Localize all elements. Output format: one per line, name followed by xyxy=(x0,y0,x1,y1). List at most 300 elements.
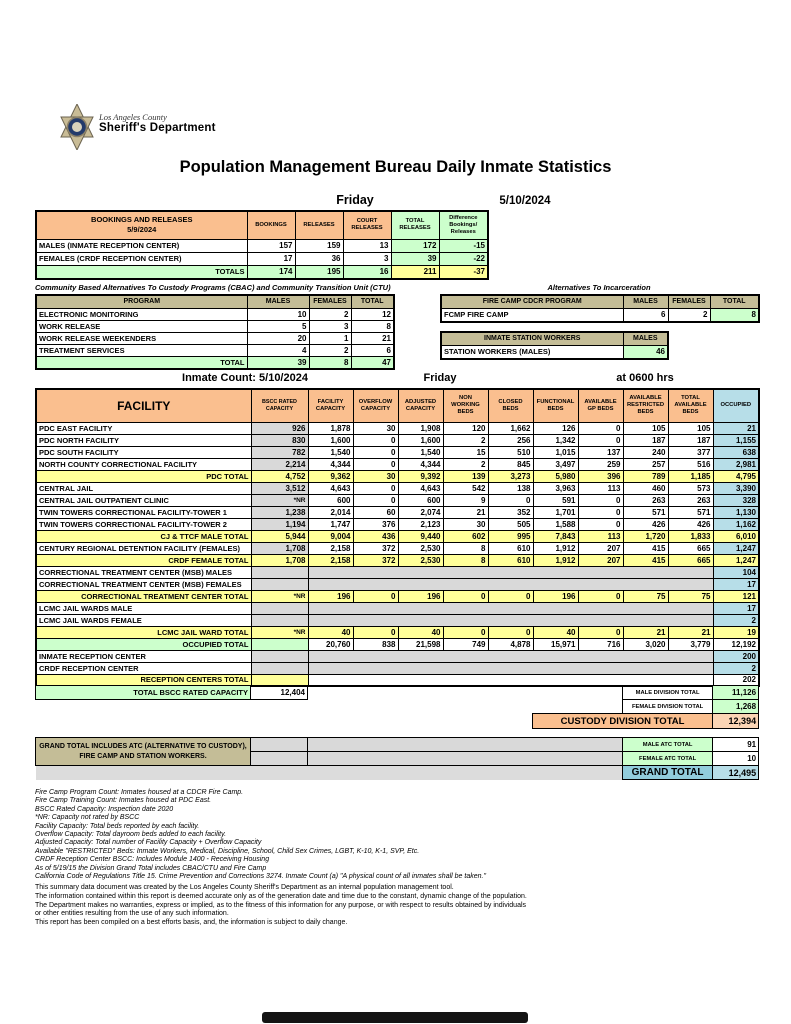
cbac-row xyxy=(36,332,394,344)
subtotal-value: 121 xyxy=(713,590,759,602)
subtotal-value: 396 xyxy=(578,470,623,482)
cbac-header-row xyxy=(36,295,394,308)
value-cell: 1 xyxy=(309,332,351,344)
subtotal-value: 0 xyxy=(443,590,488,602)
grand-total-value: 12,495 xyxy=(713,766,759,780)
total-value: 15,971 xyxy=(533,638,578,650)
stat-value: 105 xyxy=(623,422,668,434)
bscc-value: 830 xyxy=(251,434,308,446)
footnote-line: Facility Capacity: Total beds reported by each facility. xyxy=(35,822,200,830)
stat-value: 257 xyxy=(623,458,668,470)
bookings-header-title: BOOKINGS AND RELEASES xyxy=(91,214,193,224)
stat-value: 256 xyxy=(488,434,533,446)
fire-camp-males: 6 xyxy=(623,308,668,322)
stat-value: 2,123 xyxy=(398,518,443,530)
subtotal-value: 4,795 xyxy=(713,470,759,482)
footnote-line: Adjusted Capacity: Total number of Facility Capacity + Overflow Capacity xyxy=(35,839,262,847)
male-division-label: MALE DIVISION TOTAL xyxy=(623,686,713,700)
cbac-total-row xyxy=(36,356,394,369)
fire-camp-females: 2 xyxy=(668,308,710,322)
facility-name: TWIN TOWERS CORRECTIONAL FACILITY-TOWER 1 xyxy=(36,506,251,518)
totals-value: 211 xyxy=(391,265,439,279)
col-closed-beds: CLOSED BEDS xyxy=(488,389,533,422)
facility-table xyxy=(35,388,760,687)
logo-county-text: Los Angeles County xyxy=(99,112,167,122)
bscc-empty xyxy=(251,602,308,614)
stat-value: 2,158 xyxy=(308,542,353,554)
stat-value: 0 xyxy=(578,434,623,446)
merged-empty xyxy=(308,566,713,578)
col-males: MALES xyxy=(623,295,668,308)
stat-value: 600 xyxy=(398,494,443,506)
fire-camp-total: 8 xyxy=(710,308,759,322)
total-label: TOTAL xyxy=(36,356,247,369)
col-available-gp-beds: AVAILABLE GP BEDS xyxy=(578,389,623,422)
stat-value: 1,540 xyxy=(398,446,443,458)
female-division-label: FEMALE DIVISION TOTAL xyxy=(623,700,713,714)
program-label: ELECTRONIC MONITORING xyxy=(36,308,247,320)
stat-value: 2,530 xyxy=(398,542,443,554)
stat-value: 8 xyxy=(443,542,488,554)
occupied-value: 200 xyxy=(713,650,759,662)
facility-row xyxy=(36,638,759,650)
subtotal-value: 196 xyxy=(533,590,578,602)
male-atc-label: MALE ATC TOTAL xyxy=(623,738,713,752)
subtotal-value: 21 xyxy=(623,626,668,638)
value-cell: 4 xyxy=(247,344,309,356)
facility-name: PDC NORTH FACILITY xyxy=(36,434,251,446)
fire-camp-row xyxy=(441,308,759,322)
subtotal-value: 0 xyxy=(353,626,398,638)
summary-table xyxy=(35,685,759,729)
alternatives-title: Alternatives To Incarceration xyxy=(547,283,651,292)
value-cell: 20 xyxy=(247,332,309,344)
occupied-value: 17 xyxy=(713,602,759,614)
col-total: TOTAL xyxy=(351,295,394,308)
row-label: FEMALES (CRDF RECEPTION CENTER) xyxy=(36,252,247,265)
stat-value: 1,540 xyxy=(308,446,353,458)
logo-department-text: Sheriff's Department xyxy=(99,122,216,134)
bookings-table xyxy=(35,210,489,280)
value-cell: 3 xyxy=(343,252,391,265)
footnote-line: BSCC Rated Capacity: Inspection date 2020 xyxy=(35,805,174,813)
facility-row xyxy=(36,554,759,566)
gray-spacer xyxy=(251,752,308,766)
facility-row xyxy=(36,542,759,554)
stat-value: 1,600 xyxy=(308,434,353,446)
fire-camp-label: FCMP FIRE CAMP xyxy=(441,308,623,322)
occupied-value: 328 xyxy=(713,494,759,506)
subtotal-value: 113 xyxy=(578,530,623,542)
grand-total-table xyxy=(35,737,759,780)
subtotal-value: 995 xyxy=(488,530,533,542)
stat-value: 372 xyxy=(353,542,398,554)
facility-row xyxy=(36,590,759,602)
inmate-count-time: at 0600 hrs xyxy=(616,372,674,384)
value-cell: 17 xyxy=(247,252,295,265)
stat-value: 376 xyxy=(353,518,398,530)
stat-value: 4,643 xyxy=(308,482,353,494)
stat-value: 0 xyxy=(353,446,398,458)
total-value: 716 xyxy=(578,638,623,650)
facility-row xyxy=(36,434,759,446)
col-court-releases: COURT RELEASES xyxy=(343,211,391,239)
total-value: 12,192 xyxy=(713,638,759,650)
subtotal-value: 9,004 xyxy=(308,530,353,542)
gray-spacer xyxy=(251,738,308,752)
stat-value: 187 xyxy=(623,434,668,446)
spacer xyxy=(36,700,623,714)
col-males: MALES xyxy=(247,295,309,308)
bscc-value xyxy=(251,638,308,650)
stat-value: 0 xyxy=(578,518,623,530)
total-value: 838 xyxy=(353,638,398,650)
footnotes xyxy=(35,789,486,881)
bscc-value: 1,238 xyxy=(251,506,308,518)
subtotal-value: 2,158 xyxy=(308,554,353,566)
stat-value: 0 xyxy=(353,494,398,506)
footnote-line: Overflow Capacity: Total dayroom beds added to each facility. xyxy=(35,831,227,839)
stat-value: 0 xyxy=(353,434,398,446)
occupied-value: 21 xyxy=(713,422,759,434)
bookings-header xyxy=(36,211,247,239)
spacer xyxy=(308,686,623,700)
report-day: Friday xyxy=(336,193,374,207)
bscc-value: 926 xyxy=(251,422,308,434)
value-cell: 12 xyxy=(351,308,394,320)
stat-value: 240 xyxy=(623,446,668,458)
stat-value: 138 xyxy=(488,482,533,494)
grand-total-label: GRAND TOTAL xyxy=(623,766,713,780)
facility-row xyxy=(36,422,759,434)
stat-value: 1,600 xyxy=(398,434,443,446)
col-total-releases: TOTAL RELEASES xyxy=(391,211,439,239)
stat-value: 187 xyxy=(668,434,713,446)
cbac-title: Community Based Alternatives To Custody Programs (CBAC) and Community Transition Unit (CTU) xyxy=(35,283,391,292)
facility-row xyxy=(36,602,759,614)
facility-name: LCMC JAIL WARDS FEMALE xyxy=(36,614,251,626)
stat-value: 542 xyxy=(443,482,488,494)
program-label: WORK RELEASE WEEKENDERS xyxy=(36,332,247,344)
merged-empty xyxy=(308,650,713,662)
facility-row xyxy=(36,494,759,506)
inmate-count-label: Inmate Count: 5/10/2024 xyxy=(182,372,308,384)
col-total-available-beds: TOTAL AVAILABLE BEDS xyxy=(668,389,713,422)
value-cell: 2 xyxy=(309,308,351,320)
subtotal-value: 602 xyxy=(443,530,488,542)
col-non-working-beds: NON WORKING BEDS xyxy=(443,389,488,422)
cbac-row xyxy=(36,320,394,332)
stat-value: 0 xyxy=(488,494,533,506)
stat-value: 15 xyxy=(443,446,488,458)
subtotal-value: 5,944 xyxy=(251,530,308,542)
facility-name: CENTURY REGIONAL DETENTION FACILITY (FEMALES) xyxy=(36,542,251,554)
stat-value: 352 xyxy=(488,506,533,518)
stat-value: 137 xyxy=(578,446,623,458)
stat-value: 120 xyxy=(443,422,488,434)
col-facility-capacity: FACILITY CAPACITY xyxy=(308,389,353,422)
page-title: Population Management Bureau Daily Inmate Statistics xyxy=(179,158,612,176)
custody-division-row xyxy=(36,714,759,729)
grand-total-note: GRAND TOTAL INCLUDES ATC (ALTERNATIVE TO CUSTODY), FIRE CAMP AND STATION WORKERS. xyxy=(36,738,251,766)
facility-name: CRDF RECEPTION CENTER xyxy=(36,662,251,674)
totals-value: 174 xyxy=(247,265,295,279)
stat-value: 573 xyxy=(668,482,713,494)
stat-value: 377 xyxy=(668,446,713,458)
subtotal-value: 1,708 xyxy=(251,554,308,566)
stat-value: 510 xyxy=(488,446,533,458)
col-males: MALES xyxy=(623,332,668,345)
occupied-value: 1,162 xyxy=(713,518,759,530)
station-workers-row xyxy=(441,345,668,359)
total-value: 3,779 xyxy=(668,638,713,650)
bookings-row xyxy=(36,239,488,252)
stat-value: 1,342 xyxy=(533,434,578,446)
subtotal-value: 40 xyxy=(398,626,443,638)
facility-name: TWIN TOWERS CORRECTIONAL FACILITY-TOWER 2 xyxy=(36,518,251,530)
female-atc-value: 10 xyxy=(713,752,759,766)
totals-value: -37 xyxy=(439,265,488,279)
facility-name: CENTRAL JAIL xyxy=(36,482,251,494)
female-atc-label: FEMALE ATC TOTAL xyxy=(623,752,713,766)
stat-value: 259 xyxy=(578,458,623,470)
subtotal-value: *NR xyxy=(251,590,308,602)
spacer xyxy=(36,714,533,729)
value-cell: -22 xyxy=(439,252,488,265)
bscc-empty xyxy=(251,650,308,662)
total-value: 4,878 xyxy=(488,638,533,650)
stat-value: 2,074 xyxy=(398,506,443,518)
stat-value: 2 xyxy=(443,458,488,470)
facility-row xyxy=(36,482,759,494)
stat-value: 426 xyxy=(623,518,668,530)
report-date: 5/10/2024 xyxy=(499,195,551,207)
bscc-empty xyxy=(251,566,308,578)
occupied-value: 17 xyxy=(713,578,759,590)
occupied-value: 1,155 xyxy=(713,434,759,446)
male-atc-row xyxy=(36,738,759,752)
totals-label: TOTALS xyxy=(36,265,247,279)
stat-value: 571 xyxy=(668,506,713,518)
facility-name: INMATE RECEPTION CENTER xyxy=(36,650,251,662)
total-value: 749 xyxy=(443,638,488,650)
row-label: MALES (INMATE RECEPTION CENTER) xyxy=(36,239,247,252)
subtotal-value: 75 xyxy=(623,590,668,602)
total-value: 47 xyxy=(351,356,394,369)
occupied-value: 1,130 xyxy=(713,506,759,518)
occupied-value: 2,981 xyxy=(713,458,759,470)
col-females: FEMALES xyxy=(668,295,710,308)
station-workers-table xyxy=(440,331,669,360)
facility-header-row xyxy=(36,389,759,422)
stat-value: 2 xyxy=(443,434,488,446)
stat-value: 113 xyxy=(578,482,623,494)
stat-value: 1,662 xyxy=(488,422,533,434)
subtotal-value: 1,185 xyxy=(668,470,713,482)
value-cell: 21 xyxy=(351,332,394,344)
stat-value: 263 xyxy=(668,494,713,506)
stat-value: 105 xyxy=(668,422,713,434)
total-value: 39 xyxy=(247,356,309,369)
stat-value: 0 xyxy=(353,458,398,470)
stat-value: 415 xyxy=(623,542,668,554)
facility-name: CORRECTIONAL TREATMENT CENTER (MSB) MALES xyxy=(36,566,251,578)
subtotal-value: 6,010 xyxy=(713,530,759,542)
totals-value: 195 xyxy=(295,265,343,279)
subtotal-value: 9,440 xyxy=(398,530,443,542)
subtotal-value: 415 xyxy=(623,554,668,566)
stat-value: 1,912 xyxy=(533,542,578,554)
disclaimer xyxy=(35,884,527,928)
facility-row xyxy=(36,626,759,638)
subtotal-label: CJ & TTCF MALE TOTAL xyxy=(36,530,251,542)
subtotal-value: 3,273 xyxy=(488,470,533,482)
value-cell: 5 xyxy=(247,320,309,332)
subtotal-value: 75 xyxy=(668,590,713,602)
stat-value: 0 xyxy=(353,482,398,494)
bscc-value: 1,708 xyxy=(251,542,308,554)
stat-value: 600 xyxy=(308,494,353,506)
value-cell: 6 xyxy=(351,344,394,356)
occupied-value: 1,247 xyxy=(713,542,759,554)
value-cell: 2 xyxy=(309,344,351,356)
value-cell: 13 xyxy=(343,239,391,252)
subtotal-value: 610 xyxy=(488,554,533,566)
stat-value: 665 xyxy=(668,542,713,554)
stat-value: 1,588 xyxy=(533,518,578,530)
stat-value: 591 xyxy=(533,494,578,506)
stat-value: 1,878 xyxy=(308,422,353,434)
subtotal-value: 40 xyxy=(533,626,578,638)
occupied-value: 3,390 xyxy=(713,482,759,494)
subtotal-label: LCMC JAIL WARD TOTAL xyxy=(36,626,251,638)
subtotal-label: CRDF FEMALE TOTAL xyxy=(36,554,251,566)
footnote-line: Available "RESTRICTED" Beds: Inmate Workers, Medical, Discipline, School, Child Sex Crimes, LGBT, K-10, K-1, SVP, Etc. xyxy=(35,847,420,855)
stat-value: 610 xyxy=(488,542,533,554)
col-occupied: OCCUPIED xyxy=(713,389,759,422)
stat-value: 1,747 xyxy=(308,518,353,530)
subtotal-value: 5,980 xyxy=(533,470,578,482)
subtotal-value: 21 xyxy=(668,626,713,638)
bscc-empty xyxy=(251,614,308,626)
col-program: PROGRAM xyxy=(36,295,247,308)
subtotal-value: 0 xyxy=(488,590,533,602)
subtotal-value: 9,362 xyxy=(308,470,353,482)
stat-value: 30 xyxy=(443,518,488,530)
col-functional-beds: FUNCTIONAL BEDS xyxy=(533,389,578,422)
total-bscc-label: TOTAL BSCC RATED CAPACITY xyxy=(36,686,251,700)
gray-spacer xyxy=(308,738,623,752)
station-workers-value: 46 xyxy=(623,345,668,359)
disclaimer-line: This summary data document was created by the Los Angeles County Sheriff's Department as an internal population management tool. xyxy=(35,884,454,891)
cbac-table xyxy=(35,294,395,370)
stat-value: 2,014 xyxy=(308,506,353,518)
bscc-value: 782 xyxy=(251,446,308,458)
subtotal-value: 789 xyxy=(623,470,668,482)
col-adjusted-capacity: ADJUSTED CAPACITY xyxy=(398,389,443,422)
subtotal-value: 436 xyxy=(353,530,398,542)
subtotal-value: *NR xyxy=(251,626,308,638)
facility-row xyxy=(36,446,759,458)
cbac-row xyxy=(36,344,394,356)
col-overflow-capacity: OVERFLOW CAPACITY xyxy=(353,389,398,422)
facility-name: PDC EAST FACILITY xyxy=(36,422,251,434)
bscc-value: 3,512 xyxy=(251,482,308,494)
subtotal-value: 2,530 xyxy=(398,554,443,566)
occupied-value: 638 xyxy=(713,446,759,458)
stat-value: 9 xyxy=(443,494,488,506)
total-label: OCCUPIED TOTAL xyxy=(36,638,251,650)
sheriff-badge-icon xyxy=(57,104,97,150)
male-division-value: 11,126 xyxy=(713,686,759,700)
subtotal-label: PDC TOTAL xyxy=(36,470,251,482)
bscc-capacity-row xyxy=(36,686,759,700)
stat-value: 4,643 xyxy=(398,482,443,494)
stat-value: 4,344 xyxy=(398,458,443,470)
bscc-value: *NR xyxy=(251,494,308,506)
total-value: 20,760 xyxy=(308,638,353,650)
subtotal-value: 19 xyxy=(713,626,759,638)
facility-name: CENTRAL JAIL OUTPATIENT CLINIC xyxy=(36,494,251,506)
subtotal-value: 8 xyxy=(443,554,488,566)
fire-camp-header-row xyxy=(441,295,759,308)
total-label: RECEPTION CENTERS TOTAL xyxy=(36,674,251,686)
program-label: TREATMENT SERVICES xyxy=(36,344,247,356)
footnote-line: California Code of Regulations Title 15. Crime Prevention and Corrections 3274. Inmate Count (a) "A physical count of all inmates shall be taken." xyxy=(35,873,486,881)
footnote-line: Fire Camp Training Count: Inmates housed at PDC East. xyxy=(35,797,212,805)
total-value: 8 xyxy=(309,356,351,369)
merged-empty xyxy=(308,662,713,674)
subtotal-value: 372 xyxy=(353,554,398,566)
subtotal-value: 1,720 xyxy=(623,530,668,542)
stat-value: 126 xyxy=(533,422,578,434)
stat-value: 1,015 xyxy=(533,446,578,458)
stat-value: 571 xyxy=(623,506,668,518)
value-cell: 159 xyxy=(295,239,343,252)
disclaimer-line: This report has been compiled on a best efforts basis, and, the information is subject to daily change. xyxy=(35,919,348,927)
total-value: 3,020 xyxy=(623,638,668,650)
footnote-line: As of 5/19/15 the Division Grand Total includes CBAC/CTU and Fire Camp xyxy=(35,864,267,872)
value-cell: 10 xyxy=(247,308,309,320)
bookings-header-row xyxy=(36,211,488,239)
value-cell: -15 xyxy=(439,239,488,252)
value-cell: 172 xyxy=(391,239,439,252)
subtotal-value: 665 xyxy=(668,554,713,566)
value-cell: 3 xyxy=(309,320,351,332)
stat-value: 1,701 xyxy=(533,506,578,518)
col-difference: Difference Bookings/ Releases xyxy=(439,211,488,239)
value-cell: 39 xyxy=(391,252,439,265)
occupied-value: 104 xyxy=(713,566,759,578)
home-indicator-bar xyxy=(262,1012,528,1023)
facility-row xyxy=(36,614,759,626)
custody-division-value: 12,394 xyxy=(713,714,759,729)
stat-value: 0 xyxy=(578,494,623,506)
stat-value: 21 xyxy=(443,506,488,518)
col-bscc-rated-capacity: BSCC RATED CAPACITY xyxy=(251,389,308,422)
facility-name: NORTH COUNTY CORRECTIONAL FACILITY xyxy=(36,458,251,470)
subtotal-value: 196 xyxy=(308,590,353,602)
facility-name: CORRECTIONAL TREATMENT CENTER (MSB) FEMALES xyxy=(36,578,251,590)
custody-division-label: CUSTODY DIVISION TOTAL xyxy=(533,714,713,729)
col-releases: RELEASES xyxy=(295,211,343,239)
stat-value: 263 xyxy=(623,494,668,506)
total-bscc-value: 12,404 xyxy=(251,686,308,700)
facility-row xyxy=(36,518,759,530)
footnote-line: *NR: Capacity not rated by BSCC xyxy=(35,814,140,822)
subtotal-value: 196 xyxy=(398,590,443,602)
subtotal-value: 1,247 xyxy=(713,554,759,566)
